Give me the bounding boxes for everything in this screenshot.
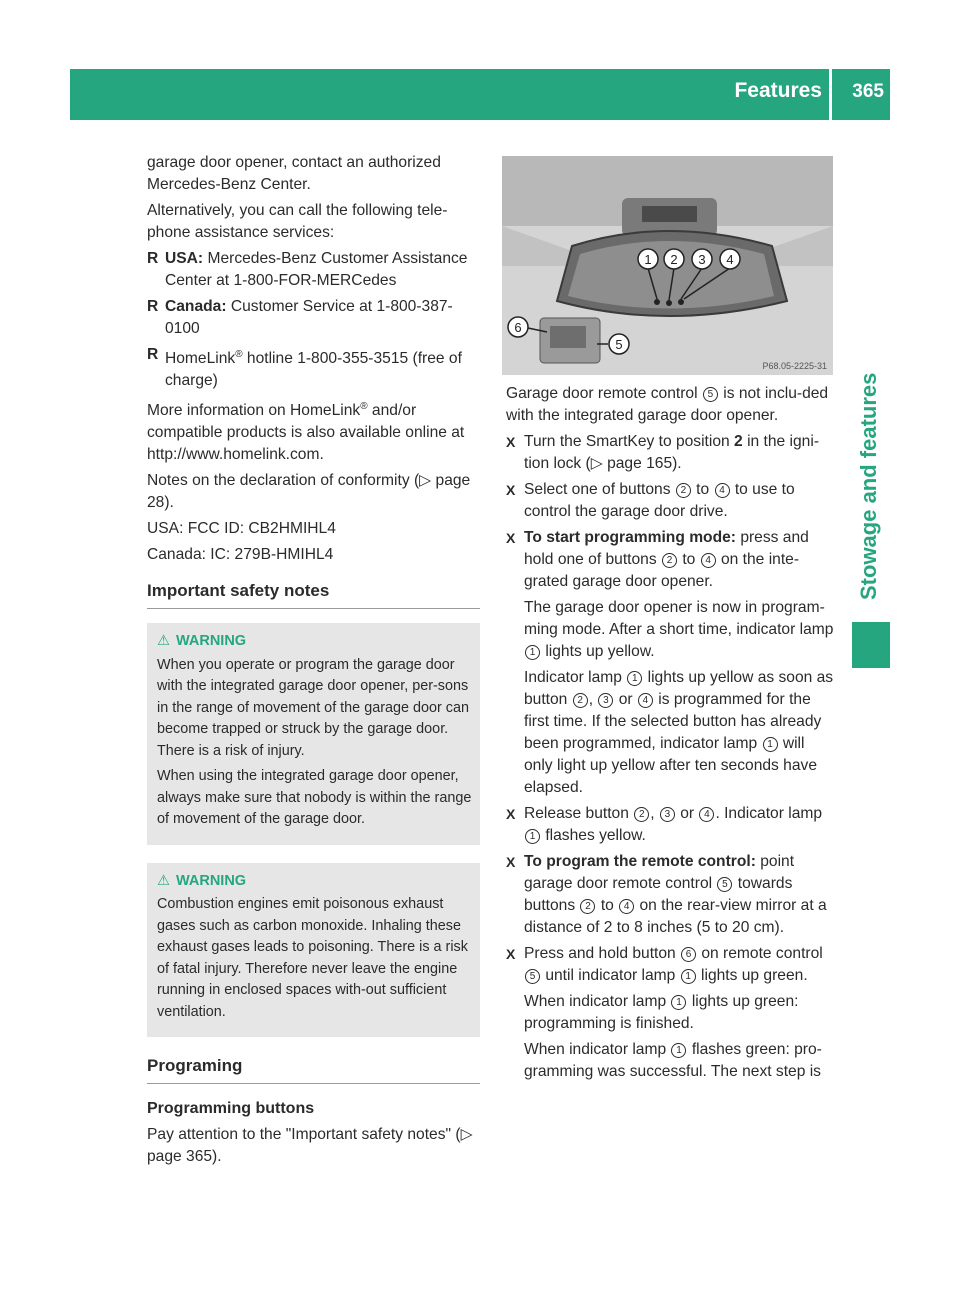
page-ref-icon: ▷: [590, 455, 603, 472]
warning-icon: ⚠: [157, 872, 170, 889]
buttons-paragraph: [147, 1124, 480, 1168]
text: Press and hold button: [524, 945, 681, 962]
left-column: [147, 152, 480, 1172]
intro-paragraph: garage door opener, contact an authorized Mercedes-Benz Center.: [147, 154, 441, 193]
buttons-text: Pay attention to the "Important safety notes" (: [147, 1126, 461, 1144]
text: Turn the SmartKey to position: [524, 433, 735, 450]
page-link[interactable]: page 365).: [147, 1148, 222, 1166]
step-detail: [506, 597, 836, 663]
more-info-link-text: and/or compatible products is also available online at http://www.homelink.com.: [147, 402, 465, 464]
programing-heading: Programing: [147, 1055, 480, 1084]
svg-text:3: 3: [698, 252, 706, 267]
callout-ref: 3: [598, 693, 613, 708]
warning-text: When you operate or program the garage door with the integrated garage door opener, per-sons in the range of movement of the garage door can become trapped or struck by the garage door. There is a risk of injury.: [157, 656, 469, 759]
contact-label: USA:: [165, 250, 204, 267]
safety-heading: Important safety notes: [147, 580, 480, 609]
text: to: [596, 897, 619, 914]
bullet-icon: R: [147, 250, 159, 267]
warning-title: [157, 631, 472, 653]
homelink-hotline: hotline 1-800-355-3515 (free of charge): [165, 350, 462, 390]
text: to: [678, 551, 700, 568]
text: When indicator lamp: [524, 1041, 671, 1058]
callout-1: [638, 249, 658, 269]
position-value: 2: [734, 433, 743, 450]
bullet-icon: R: [147, 346, 159, 363]
text: The garage door opener is now in program-ming mode. After a short time, indicator lamp: [524, 599, 834, 638]
callout-ref: 5: [717, 877, 732, 892]
callout-ref: 1: [525, 829, 540, 844]
text: lights up green.: [696, 967, 808, 984]
instruction-step: [506, 851, 836, 939]
step-label: To program the remote control:: [524, 853, 756, 870]
step-arrow-icon: X: [506, 946, 516, 962]
page-header: [70, 69, 890, 120]
callout-ref: 3: [660, 807, 675, 822]
text: lights up yellow.: [541, 643, 655, 660]
text: . Indicator lamp: [715, 805, 823, 822]
text: When indicator lamp: [524, 993, 671, 1010]
text: on remote control: [697, 945, 823, 962]
page-ref-icon: ▷: [460, 1126, 473, 1144]
fcc-usa: USA: FCC ID: CB2HMIHL4: [147, 520, 336, 538]
warning-label: WARNING: [176, 872, 247, 889]
notes-paragraph: [147, 470, 480, 514]
text: press and hold one of buttons: [524, 529, 809, 568]
text: will only light up yellow after ten seconds have elapsed.: [524, 735, 817, 796]
warning-text: When using the integrated garage door opener, always make sure that nobody is within the range of movement of the garage door.: [157, 768, 472, 828]
step-arrow-icon: X: [506, 806, 516, 822]
contact-text: Customer Service at 1-800-387-0100: [165, 298, 453, 337]
instruction-step: [506, 527, 836, 593]
section-title: Features: [734, 79, 822, 102]
step-arrow-icon: X: [506, 530, 516, 546]
text: towards buttons: [524, 875, 793, 914]
callout-ref: 4: [619, 899, 634, 914]
registered-mark: ®: [235, 349, 243, 360]
warning-box: [147, 863, 480, 1038]
step-arrow-icon: X: [506, 434, 516, 450]
step-label: To start programming mode:: [524, 529, 736, 546]
callout-ref: 1: [671, 995, 686, 1010]
header-divider: [829, 69, 832, 120]
text: lights up green: programming is finished.: [524, 993, 799, 1032]
warning-label: WARNING: [176, 633, 247, 650]
right-column: [506, 383, 836, 1087]
warning-box: [147, 623, 480, 845]
svg-text:1: 1: [644, 252, 652, 267]
step-detail: [506, 667, 836, 799]
more-info-paragraph: [147, 396, 480, 466]
callout-ref: 1: [627, 671, 642, 686]
buttons-heading: Programming buttons: [147, 1100, 315, 1118]
list-item: [147, 296, 480, 340]
list-item: [147, 344, 480, 392]
text: to: [691, 481, 714, 498]
callout-ref: 2: [662, 553, 677, 568]
step-detail: [506, 1039, 836, 1083]
instruction-step: [506, 803, 836, 847]
remote-intro: [506, 383, 836, 427]
page-number: 365: [852, 81, 884, 102]
alternative-paragraph: Alternatively, you can call the following tele-phone assistance services:: [147, 202, 448, 241]
callout-ref: 1: [671, 1043, 686, 1058]
text: Select one of buttons: [524, 481, 675, 498]
callout-ref: 2: [676, 483, 691, 498]
callout-2: [664, 249, 684, 269]
callout-ref: 4: [699, 807, 714, 822]
callout-ref: 1: [763, 737, 778, 752]
callout-5: [609, 334, 629, 354]
text: Garage door remote control: [506, 385, 702, 402]
callout-ref: 5: [703, 387, 718, 402]
warning-text: Combustion engines emit poisonous exhaust gases such as carbon monoxide. Inhaling these exhaust gases leads to poisoning. There is a risk of fatal injury. Therefore never leave the engine running in enclosed spaces with-out sufficient ventilation.: [157, 896, 468, 1020]
instruction-step: [506, 431, 836, 475]
text: on the inte-grated garage door opener.: [524, 551, 800, 590]
contact-label: Canada:: [165, 298, 227, 315]
callout-ref: 1: [681, 969, 696, 984]
text: ,: [650, 805, 659, 822]
text: on the rear-view mirror at a distance of 2 to 8 inches (5 to 20 cm).: [524, 897, 827, 936]
callout-ref: 4: [715, 483, 730, 498]
figure-reference: P68.05-2225-31: [762, 361, 827, 371]
svg-text:2: 2: [670, 252, 678, 267]
callout-ref: 1: [525, 645, 540, 660]
text: point garage door remote control: [524, 853, 795, 892]
callout-ref: 2: [634, 807, 649, 822]
instruction-step: [506, 943, 836, 987]
step-detail: [506, 991, 836, 1035]
instruction-step: [506, 479, 836, 523]
callout-ref: 2: [580, 899, 595, 914]
svg-text:6: 6: [514, 320, 522, 335]
notes-text: Notes on the declaration of conformity (: [147, 472, 420, 490]
callout-ref: 2: [573, 693, 588, 708]
callout-ref: 6: [681, 947, 696, 962]
more-info-text: More information on HomeLink: [147, 402, 361, 420]
text: or: [614, 691, 637, 708]
contact-text: Mercedes-Benz Customer Assistance Center at 1-800-FOR-MERCedes: [165, 250, 468, 289]
text: or: [675, 805, 699, 822]
warning-icon: ⚠: [157, 633, 170, 650]
text: until indicator lamp: [541, 967, 680, 984]
text: lights up yellow as soon as button: [524, 669, 834, 708]
registered-mark: ®: [360, 401, 368, 413]
text: is not inclu-ded with the integrated garage door opener.: [506, 385, 829, 424]
callout-ref: 5: [525, 969, 540, 984]
page-link[interactable]: page 28).: [147, 472, 471, 512]
text: in the igni-tion lock (: [524, 433, 820, 472]
mirror-figure: [502, 156, 833, 375]
list-item: [147, 248, 480, 292]
text: flashes green: pro-gramming was successful. The next step is: [524, 1041, 822, 1080]
text: Release button: [524, 805, 634, 822]
svg-text:4: 4: [726, 252, 734, 267]
homelink-text: HomeLink: [165, 350, 236, 368]
callout-6: [508, 317, 528, 337]
svg-text:5: 5: [615, 337, 623, 352]
step-arrow-icon: X: [506, 482, 516, 498]
page-ref-icon: ▷: [419, 472, 432, 490]
page-link[interactable]: page 165).: [607, 455, 682, 472]
text: ,: [588, 691, 598, 708]
text: to use to control the garage door drive.: [524, 481, 795, 520]
side-tab-marker: [852, 622, 890, 668]
callout-ref: 4: [638, 693, 653, 708]
callout-ref: 4: [701, 553, 716, 568]
bullet-icon: R: [147, 298, 159, 315]
callout-4: [720, 249, 740, 269]
text: Indicator lamp: [524, 669, 627, 686]
side-tab-label: Stowage and features: [856, 372, 881, 600]
text: is programmed for the first time. If the selected button has already been programmed, indicator lamp: [524, 691, 822, 752]
text: flashes yellow.: [541, 827, 646, 844]
fcc-canada: Canada: IC: 279B-HMIHL4: [147, 546, 334, 564]
step-arrow-icon: X: [506, 854, 516, 870]
callout-3: [692, 249, 712, 269]
warning-title: [157, 871, 472, 893]
